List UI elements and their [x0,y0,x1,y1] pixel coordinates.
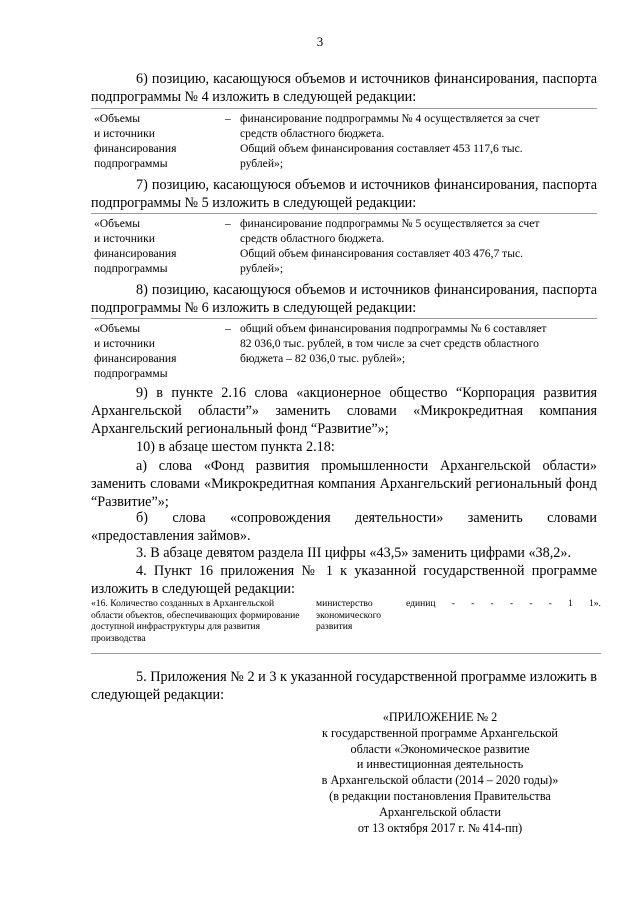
item-8-paragraph: 8) позицию, касающуюся объемов и источников финансирования, паспорта подпрограммы № 6 изложить в следующей редакции: [91,282,597,316]
passport-table-4 [91,108,597,169]
passport-dash: – [225,322,231,335]
item-10a-paragraph: а) слова «Фонд развития промышленности Архангельской области» заменить словами «Микрокредитная компания Архангельский региональный фонд “Развитие”»; [91,458,597,510]
row-16-responsible: министерство экономического развития [316,598,382,632]
item-6-paragraph: 6) позицию, касающуюся объемов и источников финансирования, паспорта подпрограммы № 4 изложить в следующей редакции: [91,71,597,105]
appendix-header: «ПРИЛОЖЕНИЕ № 2 к государственной программе Архангельской области «Экономическое развитие и инвестиционная деятельность в Архангельской области (2014 – 2020 годы)» (в редакции постановления Правительства Архангельской области от 13 октября 2017 г. № 414-пп) [321,710,559,835]
row-16-values: единиц - - - - - - 1 1». [406,598,601,609]
point-5-paragraph: 5. Приложения № 2 и 3 к указанной государственной программе изложить в следующей редакции: [91,669,597,703]
passport-text: финансирование подпрограммы № 5 осуществляется за счет средств областного бюджета. Общий объем финансирования составляет 403 476,7 тыс. рублей»; [240,217,540,275]
point-4-paragraph: 4. Пункт 16 приложения № 1 к указанной государственной программе изложить в следующей редакции: [91,563,597,597]
item-10b-paragraph: б) слова «сопровождения деятельности» заменить словами «предоставления займов». [91,510,597,544]
passport-label: «Объемы и источники финансирования подпрограммы [94,112,177,170]
item-9-paragraph: 9) в пункте 2.16 слова «акционерное общество “Корпорация развития Архангельской области”» заменить словами «Микрокредитная компания Архангельский региональный фонд “Развитие”»; [91,385,597,437]
passport-table-5 [91,213,597,274]
item-10-paragraph: 10) в абзаце шестом пункта 2.18: [136,439,335,455]
passport-text: общий объем финансирования подпрограммы № 6 составляет 82 036,0 тыс. рублей, в том числе за счет средств областного бюджета – 82 036,0 тыс. рублей»; [240,322,547,365]
passport-table-6 [91,318,597,379]
passport-text: финансирование подпрограммы № 4 осуществляется за счет средств областного бюджета. Общий объем финансирования составляет 453 117,6 тыс. рублей»; [240,112,540,170]
row-16-indicator: «16. Количество созданных в Архангельской области объектов, обеспечивающих формирование доступной инфраструктуры для развития производства [91,598,300,644]
passport-label: «Объемы и источники финансирования подпрограммы [94,217,177,275]
passport-dash: – [225,112,231,125]
passport-label: «Объемы и источники финансирования подпрограммы [94,322,177,380]
passport-dash: – [225,217,231,230]
row-16-table [91,598,601,654]
item-7-paragraph: 7) позицию, касающуюся объемов и источников финансирования, паспорта подпрограммы № 5 изложить в следующей редакции: [91,177,597,211]
page-number: 3 [316,34,324,49]
point-3-paragraph: 3. В абзаце девятом раздела III цифры «43,5» заменить цифрами «38,2». [136,545,572,561]
